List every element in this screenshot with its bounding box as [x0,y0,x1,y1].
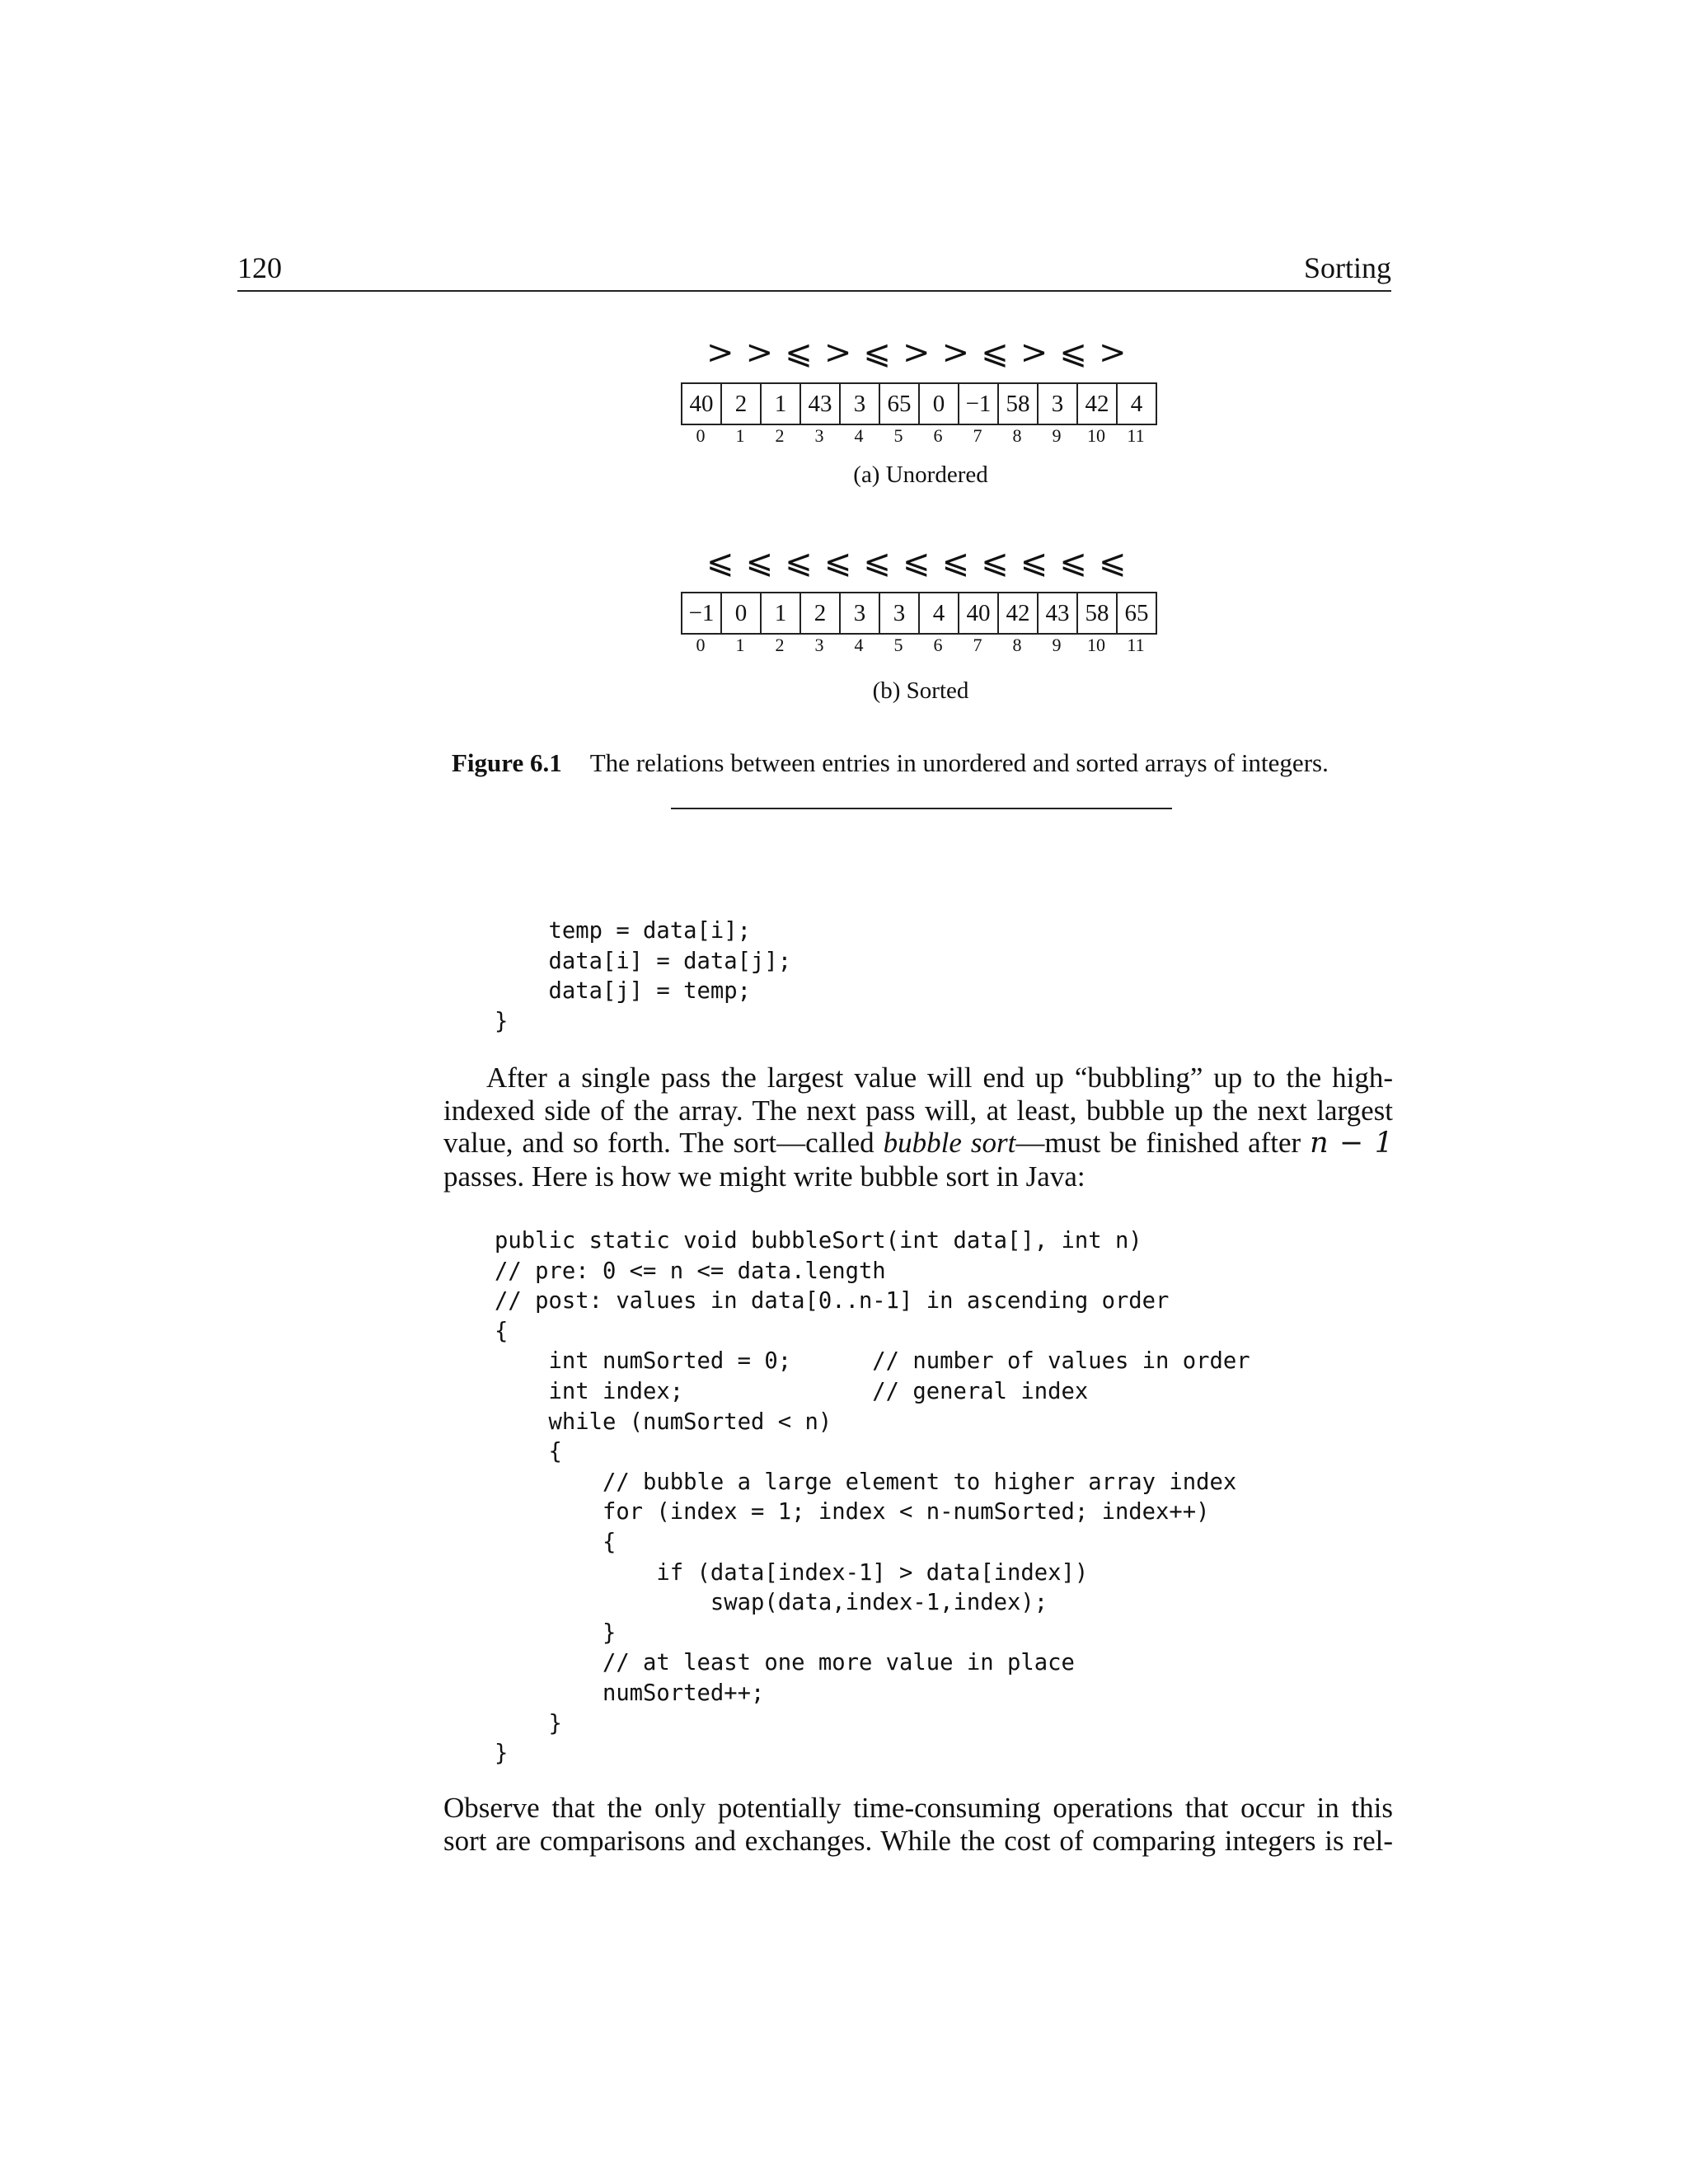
array-index: 2 [775,635,785,655]
array-index: 5 [893,425,903,446]
relation-symbol: > [1098,334,1127,372]
chapter-title: Sorting [1303,251,1391,284]
array-index: 9 [1052,635,1062,655]
text-run: —must be finished after [1015,1127,1311,1159]
running-head [237,251,1391,292]
array-cell: 2 [722,384,762,424]
relation-symbol: > [1020,334,1048,372]
array-cell: 3 [841,593,880,633]
array-index: 6 [933,425,943,446]
relation-symbol: ⩽ [863,543,891,581]
array-index: 7 [973,425,982,446]
array-cell: 3 [1039,384,1078,424]
array-index: 1 [735,425,745,446]
paragraph-line: sort are comparisons and exchanges. While the cost of comparing integers is rel- [443,1824,1393,1857]
code-swap-tail: temp = data[i]; data[i] = data[j]; data[j] = temp; } [495,918,792,1034]
array-cell: 58 [1078,593,1118,633]
array-index: 11 [1127,425,1145,446]
sorted-relations [681,543,1180,581]
array-cell: 2 [801,593,841,633]
array-cell: 65 [880,384,920,424]
relation-symbol: ⩽ [706,543,734,581]
subcaption-unordered: (a) Unordered [853,462,988,488]
array-cell: 42 [999,593,1039,633]
relation-symbol: ⩽ [1059,334,1087,372]
array-cell: −1 [959,384,999,424]
array-cell: 58 [999,384,1039,424]
text-run: value, and so forth. The sort—called [443,1127,884,1159]
term-bubble-sort: bubble sort [883,1127,1016,1159]
unordered-array [681,382,1157,425]
array-index: 6 [933,635,943,655]
array-cell: 0 [920,384,959,424]
paragraph-line: indexed side of the array. The next pass will, at least, bubble up the next largest [443,1094,1393,1127]
header-rule [237,290,1391,292]
array-cell: 42 [1078,384,1118,424]
array-index: 8 [1012,635,1022,655]
relation-symbol: ⩽ [941,543,970,581]
array-index: 9 [1052,425,1062,446]
relation-symbol: > [706,334,734,372]
paragraph-bubbling [443,1062,1393,1193]
array-cell: 1 [762,384,801,424]
array-index: 0 [696,635,706,655]
array-index: 4 [854,425,864,446]
array-index: 11 [1127,635,1145,655]
array-cell: 0 [722,593,762,633]
figure-caption [452,748,1329,778]
array-index: 7 [973,635,982,655]
array-index: 2 [775,425,785,446]
array-index: 8 [1012,425,1022,446]
figure-rule [671,808,1172,809]
array-index: 10 [1087,635,1105,655]
paragraph-line [443,1127,1393,1160]
figure-caption-text: The relations between entries in unordered and sorted arrays of integers. [589,748,1329,777]
relation-symbol: > [745,334,774,372]
array-index: 5 [893,635,903,655]
array-cell: 40 [959,593,999,633]
array-cell: 1 [762,593,801,633]
relation-symbol: ⩽ [745,543,774,581]
relation-symbol: ⩽ [863,334,891,372]
relation-symbol: ⩽ [785,543,813,581]
unordered-relations [681,334,1180,372]
relation-symbol: ⩽ [981,334,1009,372]
array-index: 1 [735,635,745,655]
array-index: 0 [696,425,706,446]
relation-symbol: ⩽ [903,543,931,581]
paragraph-line: Observe that the only potentially time-consuming operations that occur in this [443,1792,1393,1824]
relation-symbol: > [941,334,970,372]
page-number: 120 [237,251,282,284]
array-cell: 65 [1118,593,1157,633]
code-bubble-sort: public static void bubbleSort(int data[], int n) // pre: 0 <= n <= data.length // post: values in data[0..n-1] in ascending order { int numSorted = 0; // number of values in order int index; // general index while (numSorted < n) { // bubble a large element to higher array index for (index = 1; index < n-numSorted; index++) { if (data[index-1] > data[index]) swap(data,index-1,index); } // at least one more value in place numSorted++; } } [495,1228,1250,1767]
relation-symbol: > [903,334,931,372]
array-index: 3 [814,635,824,655]
sorted-array [681,592,1157,635]
math-n-minus-1: n − 1 [1310,1127,1393,1160]
sorted-indices [681,635,1156,656]
relation-symbol: ⩽ [1098,543,1127,581]
relation-symbol: ⩽ [1059,543,1087,581]
array-cell: 4 [920,593,959,633]
array-cell: 43 [1039,593,1078,633]
relation-symbol: ⩽ [823,543,852,581]
subcaption-sorted: (b) Sorted [872,677,969,704]
array-index: 3 [814,425,824,446]
relation-symbol: ⩽ [1020,543,1048,581]
array-cell: −1 [682,593,722,633]
unordered-indices [681,425,1156,447]
array-cell: 4 [1118,384,1157,424]
paragraph-observe [443,1792,1393,1857]
paragraph-line: passes. Here is how we might write bubble sort in Java: [443,1160,1085,1193]
relation-symbol: ⩽ [785,334,813,372]
array-index: 4 [854,635,864,655]
array-cell: 3 [841,384,880,424]
array-cell: 40 [682,384,722,424]
relation-symbol: ⩽ [981,543,1009,581]
array-cell: 3 [880,593,920,633]
array-index: 10 [1087,425,1105,446]
array-cell: 43 [801,384,841,424]
figure-label: Figure 6.1 [452,748,562,777]
relation-symbol: > [823,334,852,372]
paragraph-line: After a single pass the largest value will end up “bubbling” up to the high- [486,1062,1393,1094]
